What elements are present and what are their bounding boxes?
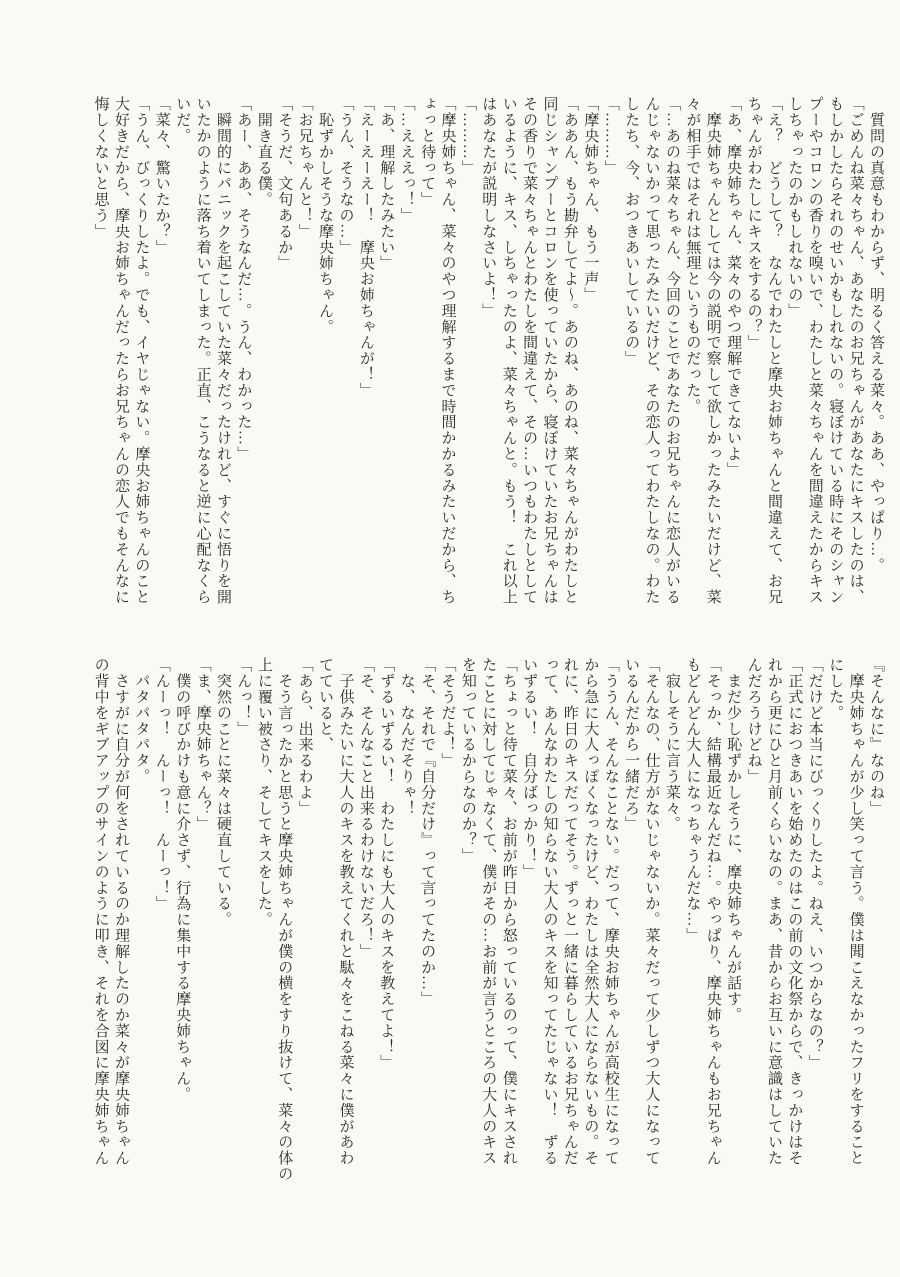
text-line: 々が相手ではそれは無理というものだった。	[684, 96, 701, 414]
text-line: から急に大人っぽくなったけど、わたしは全然大人にならないもの。そ	[582, 657, 599, 1166]
text-line: 僕の呼びかけも意に介さず、行為に集中する摩央姉ちゃん。	[174, 657, 191, 1103]
text-line: 摩央姉ちゃんとしては今の説明で察して欲しかったみたいだけど、菜	[704, 96, 721, 605]
text-line: したち、今、おつきあいしているの」	[623, 96, 640, 367]
text-line: パタパタパタ。	[133, 657, 150, 785]
text-line: 「お兄ちゃんと！」	[296, 96, 313, 240]
text-line: 上に覆い被さり、そしてキスをした。	[255, 657, 272, 928]
text-line: 「ああん、もう勘弁してよ～。あのね、あのね、菜々ちゃんがわたしと	[561, 96, 578, 605]
text-line: 「………」	[459, 96, 476, 176]
text-line: いだ。	[174, 96, 191, 144]
text-line: 質問の真意もわからず、明るく答える菜々。ああ、やっぱり…。	[868, 96, 884, 573]
text-line: 「そうだ、文句あるか」	[276, 96, 293, 271]
text-line: 「んーっ！ んーっ！ んーっ！」	[153, 657, 170, 912]
text-line: 『そんなに』なのね」	[868, 657, 884, 816]
text-line: 「あら、出来るわよ」	[296, 657, 313, 816]
text-line: 「んっ！」	[235, 657, 252, 737]
text-line: まだ少し恥ずかしそうに、摩央姉ちゃんが話す。	[725, 657, 742, 1023]
text-line: 寂しそうに言う菜々。	[663, 657, 680, 832]
text-line: 「そんなの、仕方がないじゃないか。菜々だって少しずつ大人になって	[643, 657, 660, 1166]
text-line: の背中をギブアップのサインのように叩き、それを合図に摩央姉ちゃん	[92, 657, 109, 1166]
text-line: はあなたが説明しなさいよ！」	[480, 96, 497, 319]
text-line: 「菜々、驚いたか？」	[153, 96, 170, 255]
text-line: 「…あのね菜々ちゃん、今回のことであなたのお兄ちゃんに恋人がいる	[663, 96, 680, 605]
top-text-block	[90, 96, 886, 625]
text-line: もどんどん大人になっちゃうんだな…」	[684, 657, 701, 944]
text-line: てていると、	[317, 657, 334, 753]
text-line: 「そうだよ！」	[439, 657, 456, 769]
text-line: もしかしたらそれのせいかもしれないの。寝ぼけている時にそのシャン	[827, 96, 844, 605]
text-line: 「あ、理解したみたい」	[378, 96, 395, 271]
text-line: 「そっか、結構最近なんだね…。やっぱり、摩央姉ちゃんもお兄ちゃん	[704, 657, 721, 1166]
text-line: 「え？ どうして？ なんでわたしと摩央お姉ちゃんと間違えて、お兄	[765, 96, 782, 605]
text-line: な、なんだそりゃ！	[398, 657, 415, 816]
text-line: いるんだから一緒だろ」	[623, 657, 640, 832]
text-line: いずるい！ 自分ばっかり！」	[521, 657, 538, 880]
text-line: んじゃないかって思ったみたいだけど、その恋人ってわたしなの。わた	[643, 96, 660, 605]
text-line: って、あんなわたしの知らない大人のキスを知ってたじゃない！ ずる	[541, 657, 558, 1166]
text-line: 「ごめんね菜々ちゃん、あなたのお兄ちゃんがあなたにキスしたのは、	[847, 96, 864, 605]
text-line: 「ちょっと待て菜々、お前が昨日から怒っているのって、僕にキスされ	[500, 657, 517, 1166]
text-line: 「うん、そうなの…」	[337, 96, 354, 255]
text-line: れから更にひと月前くらいなの。まあ、昔からお互いに意識はしていた	[765, 657, 782, 1166]
text-line: 「だけど本当にびっくりしたよ。ねえ、いつからなの？」	[806, 657, 823, 1071]
text-line: 突然のことに菜々は硬直している。	[215, 657, 231, 928]
text-line: 「あ、摩央姉ちゃん、菜々のやつ理解できてないよ」	[725, 96, 742, 478]
text-line: 子供みたいに大人のキスを教えてくれと駄々をこねる菜々に僕があわ	[337, 657, 354, 1166]
text-line: そう言ったかと思うと摩央姉ちゃんが僕の横をすり抜けて、菜々の体の	[276, 657, 293, 1182]
bottom-text-block	[90, 657, 886, 1186]
text-line: 悔しくないと思う」	[92, 96, 109, 240]
text-line: を知っているからなのか？」	[459, 657, 476, 864]
text-line: 「ずるいずるい！ わたしにも大人のキスを教えてよ！」	[378, 657, 395, 1071]
text-line: 「…えええっ！」	[398, 96, 415, 224]
text-line: 「正式におつきあいを始めたのはこの前の文化祭からで、きっかけはそ	[786, 657, 803, 1166]
text-line: いるように、キス、しちゃったのよ、菜々ちゃんと。もう！ これ以上	[500, 96, 517, 605]
text-line: 大好きだから、摩央お姉ちゃんだったらお兄ちゃんの恋人でもそんなに	[112, 96, 129, 605]
text-line: ょっと待って」	[419, 96, 436, 208]
text-line: その香りで菜々ちゃんとわたしを間違えて、その…いつもわたしとして	[521, 96, 538, 605]
text-line: 「ま、摩央姉ちゃん？」	[194, 657, 211, 832]
text-line: いたかのように落ち着いてしまった。正直、こうなると逆に心配なくら	[194, 96, 211, 605]
text-line: ちゃんがわたしにキスをするの？」	[745, 96, 762, 351]
text-line: 摩央姉ちゃんが少し笑って言う。僕は聞こえなかったフリをすること	[847, 657, 864, 1166]
text-line: 恥ずかしそうな摩央姉ちゃん。	[317, 96, 334, 335]
text-line: 「………」	[602, 96, 619, 176]
text-line: 「えーえーえー！ 摩央お姉ちゃんが！」	[357, 96, 374, 399]
text-line: 「摩央姉ちゃん、もう一声」	[582, 96, 599, 303]
text-line: んだろうけどね」	[745, 657, 762, 785]
text-line: プーやコロンの香りを嗅いで、わたしと菜々ちゃんを間違えたからキス	[806, 96, 823, 605]
text-line: 「うん、びっくりしたよ。でも、イヤじゃない。摩央お姉ちゃんのこと	[133, 96, 150, 605]
text-line: しちゃったのかもしれないの」	[786, 96, 803, 319]
text-line: 「摩央姉ちゃん、菜々のやつ理解するまで時間かかるみたいだから、ち	[439, 96, 456, 605]
text-line: 「そ、そんなこと出来るわけないだろ！」	[357, 657, 374, 960]
text-line: にした。	[827, 657, 844, 721]
text-line: 「ううん、そんなことない。だって、摩央お姉ちゃんが高校生になって	[602, 657, 619, 1166]
text-line: 「そ、それで『自分だけ』って言ってたのか…」	[419, 657, 436, 1007]
text-line: れに、昨日のキスだってそう。ずっと一緒に暮らしているお兄ちゃんだ	[561, 657, 578, 1166]
text-line: 瞬間的にパニックを起こしていた菜々だったけれど、すぐに悟りを開	[215, 96, 231, 605]
text-line: 同じシャンプーとコロンを使っていたから、寝ぼけていたお兄ちゃんは	[541, 96, 558, 605]
text-line: さすがに自分が何をされているのか理解したのか菜々が摩央姉ちゃん	[112, 657, 129, 1166]
text-line: 「あー、ああ、そうなんだ…。うん、わかった…」	[235, 96, 252, 462]
text-line: たことに対してじゃなくて、僕がその…お前が言うところの大人のキス	[480, 657, 497, 1166]
text-line: 開き直る僕。	[255, 96, 272, 208]
